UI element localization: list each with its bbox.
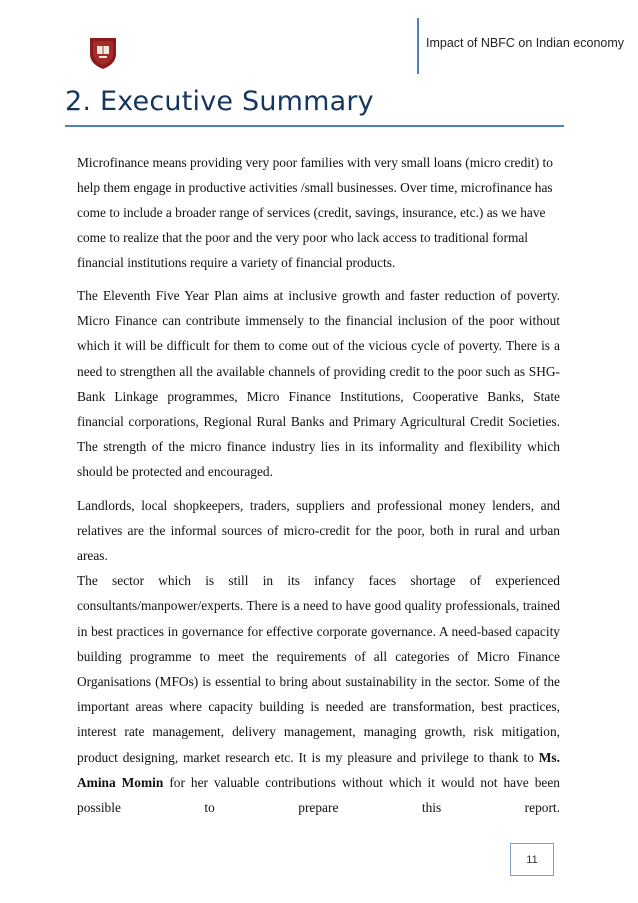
paragraph-capacity-building [77, 568, 560, 820]
heading-underline [65, 125, 564, 127]
paragraph-capacity-building-text: The sector which is still in its infancy faces shortage of experienced consultants/manpower/experts. There is a need to have good quality professionals, trained in best practices in governance for effective corporate governance. A need-based capacity building programme to meet the requirements of all categories of Micro Finance Organisations (MFOs) is essential to bring about sustainability in the sector. Some of the important areas where capacity building is needed are transformation, best practices, interest rate management, delivery management, managing growth, risk mitigation, product designing, market research etc. It is my pleasure and privilege to thank to [77, 573, 560, 765]
paragraph-microfinance-definition: Microfinance means providing very poor families with very small loans (micro credit) to help them engage in productive activities /small businesses. Over time, microfinance has come to include a broader range of services (credit, savings, insurance, etc.) as we have come to realize that the poor and the very poor who lack access to traditional formal financial institutions require a variety of financial products. [77, 155, 553, 270]
paragraph-eleventh-plan: The Eleventh Five Year Plan aims at inclusive growth and faster reduction of poverty. Micro Finance can contribute immensely to the financial inclusion of the poor without which it will be difficult for them to come out of the vicious cycle of poverty. There is a need to strengthen all the available channels of providing credit to the poor such as SHG- Bank Linkage programmes, Micro Finance Institutions, Cooperative Banks, State financial corporations, Regional Rural Banks and Primary Agricultural Credit Societies. The strength of the micro finance industry lies in its informality and flexibility which should be protected and encouraged. [77, 288, 560, 480]
page-number: 11 [510, 843, 554, 876]
header-divider [417, 18, 419, 74]
paragraph-capacity-building-end: for her valuable contributions without which it would not have been possible to prepare this report. [77, 774, 560, 816]
section-heading: 2. Executive Summary [65, 86, 374, 117]
acknowledged-person-name: Ms. Amina Momin [77, 749, 560, 790]
body-text [77, 150, 560, 820]
university-crest-logo [88, 36, 118, 70]
running-header-title: Impact of NBFC on Indian economy [426, 36, 625, 50]
paragraph-informal-sources: Landlords, local shopkeepers, traders, suppliers and professional money lenders, and relatives are the informal sources of micro-credit for the poor, both in rural and urban areas. [77, 497, 560, 564]
